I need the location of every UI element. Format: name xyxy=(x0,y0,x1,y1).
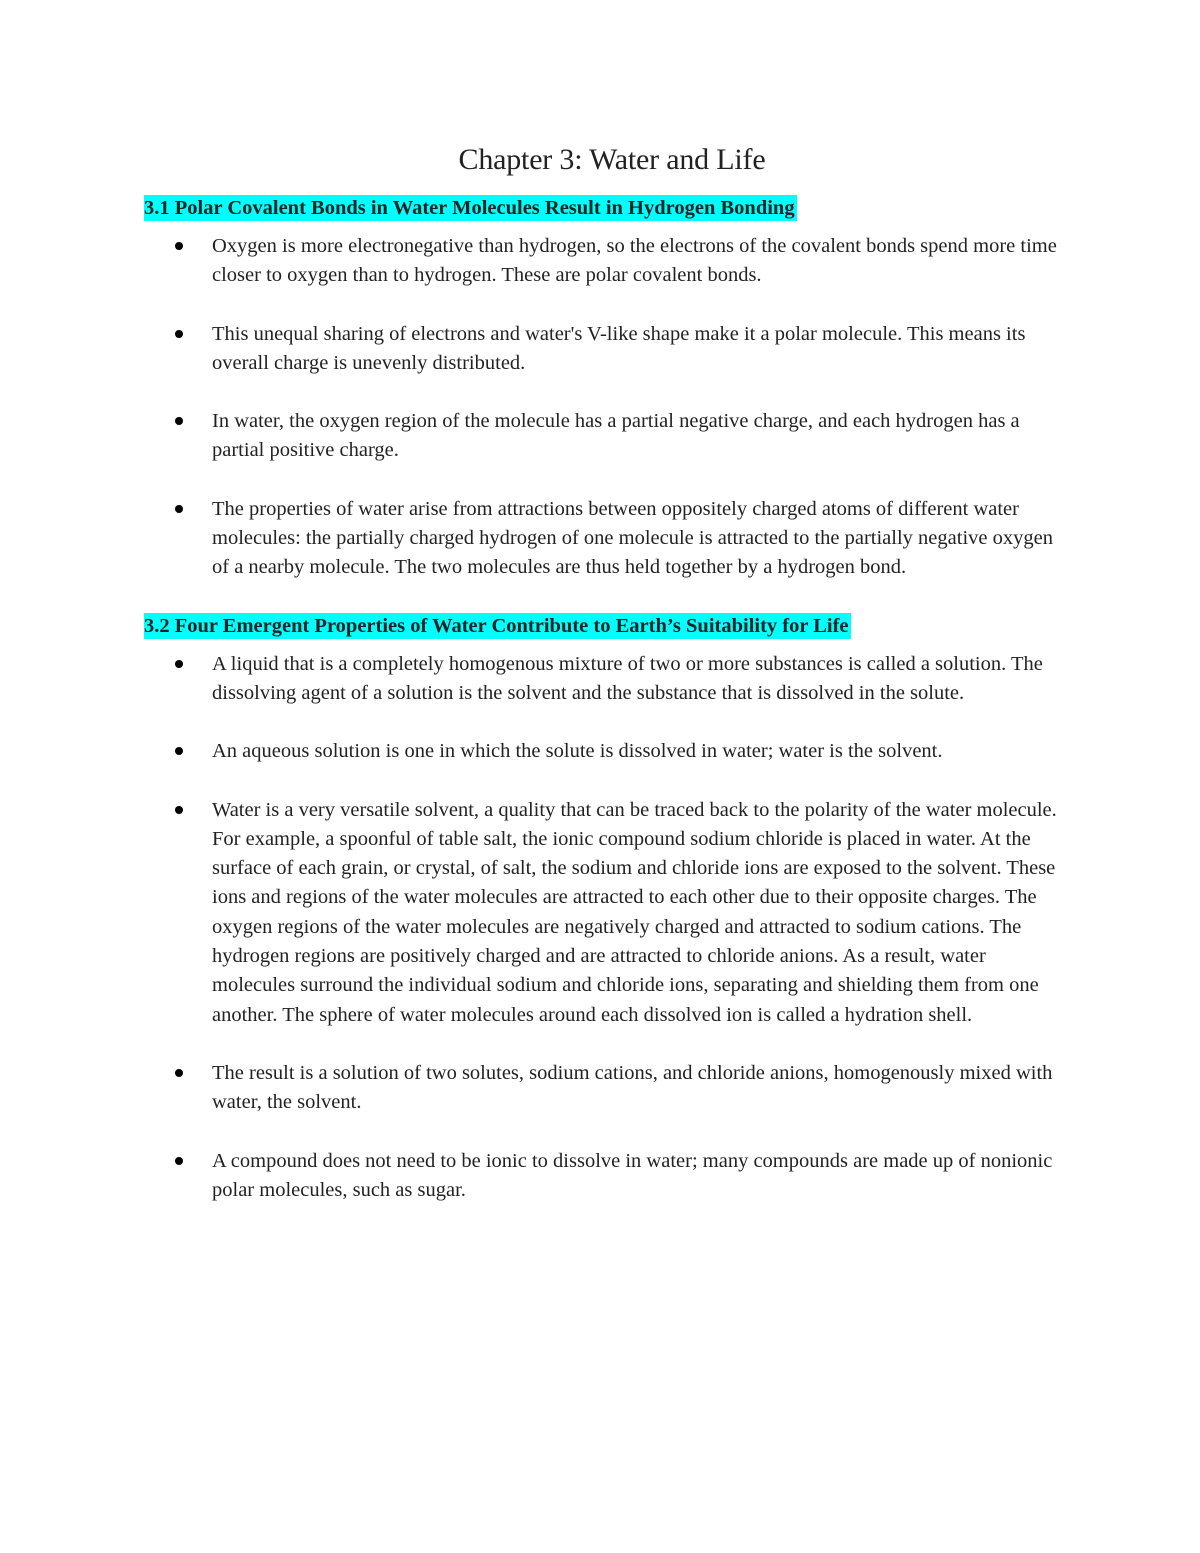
list-item xyxy=(144,320,1062,379)
list-item-text: A compound does not need to be ionic to dissolve in water; many compounds are made up of nonionic polar molecules, such as sugar. xyxy=(212,1149,1053,1201)
bullet-list xyxy=(144,232,1080,583)
bullet-icon xyxy=(175,505,183,513)
highlighted-heading-text: 3.2 Four Emergent Properties of Water Contribute to Earth’s Suitability for Life xyxy=(144,614,849,637)
bullet-icon xyxy=(175,417,183,425)
list-item xyxy=(144,737,1062,766)
list-item xyxy=(144,232,1062,291)
highlighted-heading-text: 3.1 Polar Covalent Bonds in Water Molecules Result in Hydrogen Bonding xyxy=(144,197,795,219)
list-item-text: The properties of water arise from attractions between oppositely charged atoms of different water molecules: the partially charged hydrogen of one molecule is attracted to the partially negative oxygen of a nearby molecule. The two molecules are thus held together by a hydrogen bond. xyxy=(212,497,1053,579)
bullet-list xyxy=(144,650,1080,1205)
bullet-icon xyxy=(175,806,183,814)
section-heading xyxy=(144,612,1080,640)
list-item xyxy=(144,650,1062,709)
list-item-text: In water, the oxygen region of the molecule has a partial negative charge, and each hydrogen has a partial positive charge. xyxy=(212,410,1020,462)
list-item-text: This unequal sharing of electrons and water's V-like shape make it a polar molecule. This means its overall charge is unevenly distributed. xyxy=(212,322,1026,374)
list-item-text: An aqueous solution is one in which the solute is dissolved in water; water is the solvent. xyxy=(212,740,943,763)
list-item-text: Oxygen is more electronegative than hydrogen, so the electrons of the covalent bonds spend more time closer to oxygen than to hydrogen. These are polar covalent bonds. xyxy=(212,235,1057,287)
section-3-1 xyxy=(144,194,1080,583)
page-title: Chapter 3: Water and Life xyxy=(458,143,766,176)
list-item-text: A liquid that is a completely homogenous mixture of two or more substances is called a solution. The dissolving agent of a solution is the solvent and the substance that is dissolved in the solute. xyxy=(212,652,1043,704)
bullet-icon xyxy=(175,330,183,338)
bullet-icon xyxy=(175,242,183,250)
list-item xyxy=(144,796,1062,1030)
list-item-text: The result is a solution of two solutes, sodium cations, and chloride anions, homogenously mixed with water, the solvent. xyxy=(212,1061,1053,1114)
bullet-icon xyxy=(175,1069,183,1077)
list-item xyxy=(144,495,1062,583)
bullet-icon xyxy=(175,1157,183,1165)
list-item xyxy=(144,1147,1062,1206)
section-3-2 xyxy=(144,612,1080,1205)
bullet-icon xyxy=(175,747,183,755)
list-item xyxy=(144,1059,1062,1118)
list-item xyxy=(144,407,1062,466)
bullet-icon xyxy=(175,660,183,668)
list-item-text: Water is a very versatile solvent, a quality that can be traced back to the polarity of the water molecule. For example, a spoonful of table salt, the ionic compound sodium chloride is placed in water. At the surface of each grain, or crystal, of salt, the sodium and chloride ions are exposed to the solvent. These ions and regions of the water molecules are attracted to each other due to their opposite charges. The oxygen regions of the water molecules are negatively charged and attracted to sodium cations. The hydrogen regions are positively charged and are attracted to chloride anions. As a result, water molecules surround the individual sodium and chloride ions, separating and shielding them from one another. The sphere of water molecules around each dissolved ion is called a hydration shell. xyxy=(212,798,1057,1026)
section-heading xyxy=(144,194,1080,222)
